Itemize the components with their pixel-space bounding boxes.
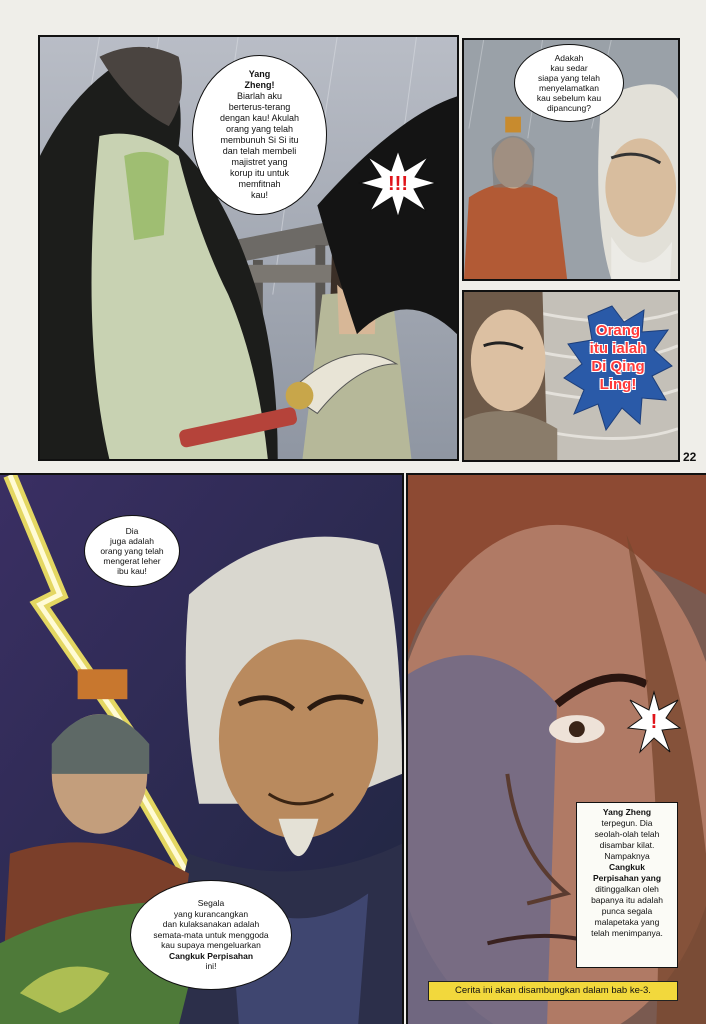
- panel-yang-zheng: [406, 473, 706, 1024]
- caption-line: ditinggalkan oleh: [595, 884, 659, 894]
- bubble-line: Dia: [125, 526, 139, 536]
- caption-line: seolah-olah telah: [594, 829, 660, 839]
- shout-line: itu ialah: [589, 340, 647, 357]
- bubble-line: ibu kau!: [117, 566, 147, 576]
- bubble-line: orang yang telah: [100, 546, 164, 556]
- shout-line: Di Qing: [591, 358, 645, 375]
- speech-bubble-accusation: [84, 515, 180, 587]
- caption-line: punca segala: [601, 906, 653, 916]
- bubble-line: Zheng!: [244, 80, 275, 90]
- speech-bubble-confession: [192, 55, 327, 215]
- page-number: 22: [683, 450, 697, 464]
- narration-caption: [576, 802, 678, 968]
- bubble-line: menyelamatkan: [538, 83, 599, 93]
- bubble-line: Cangkuk Perpisahan: [168, 950, 254, 961]
- to-be-continued-caption: Cerita ini akan disambungkan dalam bab ke-3.: [428, 981, 678, 1001]
- panel-old-man: [462, 38, 680, 281]
- caption-line: disambar kilat.: [599, 840, 655, 850]
- bubble-line: dan kulaksanakan adalah: [162, 919, 260, 930]
- bubble-line: korup itu untuk: [229, 168, 290, 178]
- bubble-line: majistret yang: [231, 157, 288, 167]
- shout-line: Orang: [595, 322, 641, 339]
- shout-text: [568, 322, 668, 394]
- caption-line: Perpisahan yang: [592, 873, 662, 883]
- panel-villain: [0, 473, 404, 1024]
- speech-bubble-question: [514, 44, 624, 122]
- bubble-line: Biarlah aku: [236, 91, 283, 101]
- bubble-line: dan telah membeli: [222, 146, 297, 156]
- panel-confrontation: [38, 35, 459, 461]
- caption-line: telah menimpanya.: [591, 928, 663, 938]
- bubble-line: Yang: [248, 69, 271, 79]
- panel-revelation: [462, 290, 680, 462]
- bubble-line: berterus-terang: [228, 102, 291, 112]
- caption-line: terpegun. Dia: [601, 818, 653, 828]
- bubble-line: dipancung?: [547, 103, 591, 113]
- caption-line: Nampaknya: [604, 851, 650, 861]
- bubble-line: mengerat leher: [103, 556, 161, 566]
- shout-line: Ling!: [599, 376, 637, 393]
- caption-line: malapetaka yang: [594, 917, 660, 927]
- bubble-line: siapa yang telah: [538, 73, 600, 83]
- bubble-line: kau sebelum kau: [536, 93, 602, 103]
- caption-line: Yang Zheng: [602, 807, 652, 817]
- bubble-line: kau sedar: [550, 63, 588, 73]
- bubble-line: dengan kau! Akulah: [219, 113, 300, 123]
- bubble-line: kau!: [250, 190, 268, 200]
- bubble-line: orang yang telah: [225, 124, 294, 134]
- bubble-line: ini!: [205, 961, 217, 972]
- bubble-line: yang kurancangkan: [173, 908, 249, 919]
- bubble-line: Segala: [197, 898, 225, 909]
- speech-bubble-scheme: [130, 880, 292, 990]
- bubble-line: juga adalah: [110, 536, 154, 546]
- bubble-line: kau supaya mengeluarkan: [161, 940, 261, 951]
- caption-line: bapanya itu adalah: [591, 895, 663, 905]
- sfx-exclamation: !!!: [388, 173, 408, 195]
- bubble-line: semata-mata untuk menggoda: [153, 929, 269, 940]
- sfx-exclamation-small: !: [650, 711, 658, 733]
- caption-line: Cangkuk: [609, 862, 645, 872]
- bubble-line: Adakah: [554, 53, 584, 63]
- bubble-line: memfitnah: [238, 179, 281, 189]
- bubble-line: membunuh Si Si itu: [220, 135, 299, 145]
